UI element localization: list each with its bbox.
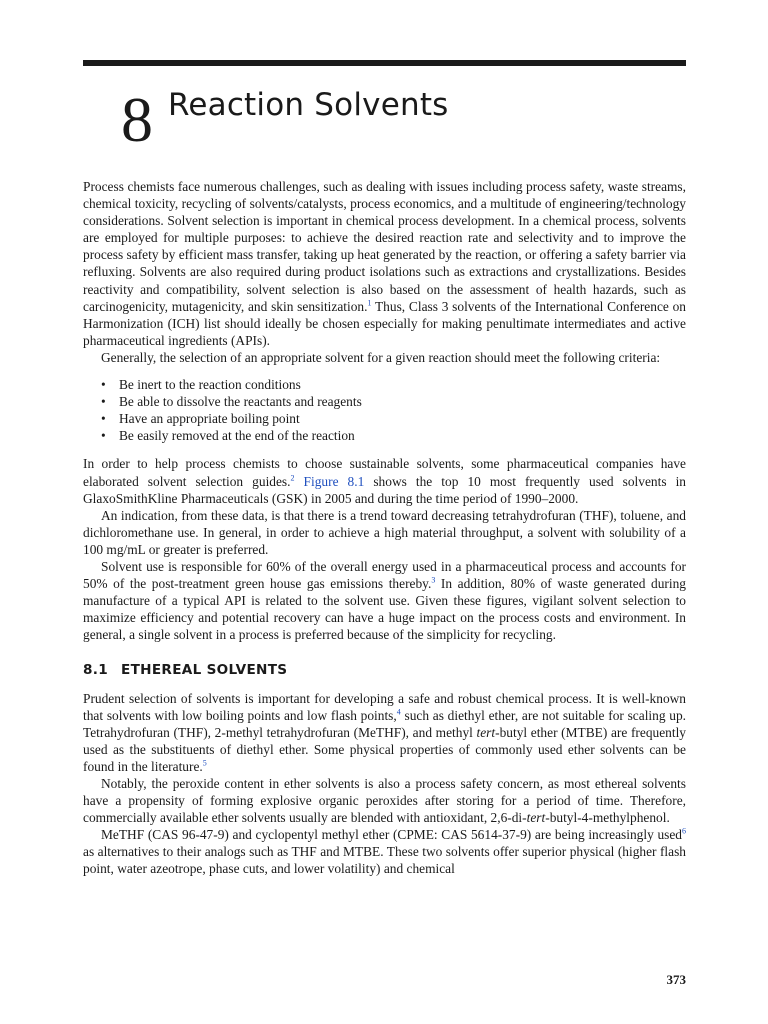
intro-paragraph-3-text: In order to help process chemists to choose sustainable solvents, some pharmaceutical companies have elaborated solvent selection guides.: [83, 456, 686, 489]
intro-paragraph-4: An indication, from these data, is that there is a trend toward decreasing tetrahydrofuran (THF), toluene, and dichloromethane use. In general, in order to achieve a high material throughput, a solvent with solubility of a 100 mg/mL or greater is preferred.: [83, 507, 686, 557]
bullet-icon: •: [101, 377, 106, 393]
section-paragraph-2: [83, 775, 686, 826]
section-paragraph-2-text: Notably, the peroxide content in ether solvents is also a process safety concern, as most ethereal solvents have a propensity of forming explosive organic peroxides after storing for a period of time. Therefore, commercially available ether solvents usually are blended with antioxidant, 2,6-di-: [83, 776, 686, 826]
intro-paragraph-1-tail: Thus, Class 3 solvents of the International Conference on Harmonization (ICH) list should ideally be chosen especially for making penultimate intermediates and active pharmaceutical ingredients (APIs).: [83, 298, 686, 348]
footnote-ref-3[interactable]: 3: [431, 575, 436, 585]
intro-paragraph-5-tail: In addition, 80% of waste generated during manufacture of a typical API is related to the solvent use. Given these figures, vigilant solvent selection to maximize efficiency and potential recovery can have a huge impact on the process costs and environment. In general, a single solvent in a process is preferred because of the simplicity for recycling.: [83, 576, 686, 643]
section-number: 8.1: [83, 662, 108, 679]
chapter-heading: [121, 84, 449, 155]
intro-paragraph-2: Generally, the selection of an appropriate solvent for a given reaction should meet the following criteria:: [101, 349, 661, 365]
footnote-ref-2[interactable]: 2: [290, 473, 295, 483]
book-page: [83, 0, 686, 1024]
section-heading: [83, 662, 686, 679]
figure-8-1-link[interactable]: Figure 8.1: [303, 473, 365, 489]
section-title: ETHEREAL SOLVENTS: [121, 662, 288, 679]
chapter-top-rule: [83, 60, 686, 66]
section-paragraph-3-tail: as alternatives to their analogs such as THF and MTBE. These two solvents offer superior physical (higher flash point, water azeotrope, phase cuts, and lower volatility) and chemical: [83, 844, 686, 877]
italic-tert: tert: [476, 724, 496, 740]
intro-paragraph-3-tail: shows the top 10 most frequently used solvents in GlaxoSmithKline Pharmaceuticals (GSK) in 2005 and during the time period of 1990–2000.: [83, 473, 686, 506]
section-paragraph-1-text: Prudent selection of solvents is important for developing a safe and robust chemical process. It is well-known that solvents with low boiling points and low flash points,: [83, 690, 686, 723]
chapter-body: [83, 178, 686, 878]
bullet-icon: •: [101, 394, 106, 410]
bullet-icon: •: [101, 411, 106, 427]
criteria-item-text: Be easily removed at the end of the reaction: [119, 428, 355, 444]
italic-tert: tert: [526, 810, 546, 826]
criteria-item: [101, 376, 686, 393]
intro-paragraph-5: [83, 558, 686, 643]
chapter-number: 8: [121, 84, 153, 155]
criteria-list: [83, 376, 686, 444]
footnote-ref-1[interactable]: 1: [367, 298, 372, 308]
bullet-icon: •: [101, 428, 106, 444]
footnote-ref-4[interactable]: 4: [396, 707, 401, 717]
section-paragraph-2-tail: -butyl-4-methylphenol.: [545, 810, 670, 826]
criteria-item: [101, 410, 686, 427]
intro-paragraph-1: [83, 178, 686, 349]
intro-paragraph-1-text: Process chemists face numerous challenges, such as dealing with issues including process safety, waste streams, chemical toxicity, recycling of solvents/catalysts, process economics, and a multitude of engineering/technology considerations. Solvent selection is important in chemical process development. In a chemical process, solvents are employed for multiple purposes: to achieve the desired reaction rate and selectivity and to improve the process safety by efficient mass transfer, taking up heat generated by the reaction, or offering a safety barrier via refluxing. Solvents are also required during product isolations such as extractions and crystallizations. Besides reactivity and compatibility, solvent selection is also based on the assessment of health hazards, such as carcinogenicity, mutagenicity, and skin sensitization.: [83, 179, 686, 314]
chapter-title: Reaction Solvents: [168, 87, 449, 123]
criteria-item-text: Be able to dissolve the reactants and reagents: [119, 394, 362, 410]
criteria-item: [101, 393, 686, 410]
criteria-item-text: Be inert to the reaction conditions: [119, 377, 301, 393]
footnote-ref-6[interactable]: 6: [682, 826, 686, 836]
section-paragraph-3-text: MeTHF (CAS 96-47-9) and cyclopentyl methyl ether (CPME: CAS 5614-37-9) are being increasingly used: [101, 827, 682, 843]
section-paragraph-1: [83, 690, 686, 775]
footnote-ref-5[interactable]: 5: [202, 758, 207, 768]
section-paragraph-1-mid: such as diethyl ether, are not suitable for scaling up. Tetrahydrofuran (THF), 2-methyl tetrahydrofuran (MeTHF), and methyl: [83, 707, 686, 740]
intro-paragraph-3: [83, 455, 686, 506]
criteria-item: [101, 427, 686, 444]
criteria-item-text: Have an appropriate boiling point: [119, 411, 300, 427]
page-number: 373: [666, 972, 686, 987]
section-paragraph-1-tail: -butyl ether (MTBE) are frequently used as the substituents of diethyl ether. Some physical properties of commonly used ether solvents can be found in the literature.: [83, 724, 686, 774]
intro-paragraph-5-text: Solvent use is responsible for 60% of the overall energy used in a pharmaceutical process and accounts for 50% of the post-treatment green house gas emissions thereby.: [83, 558, 686, 592]
section-paragraph-3: [83, 826, 686, 877]
